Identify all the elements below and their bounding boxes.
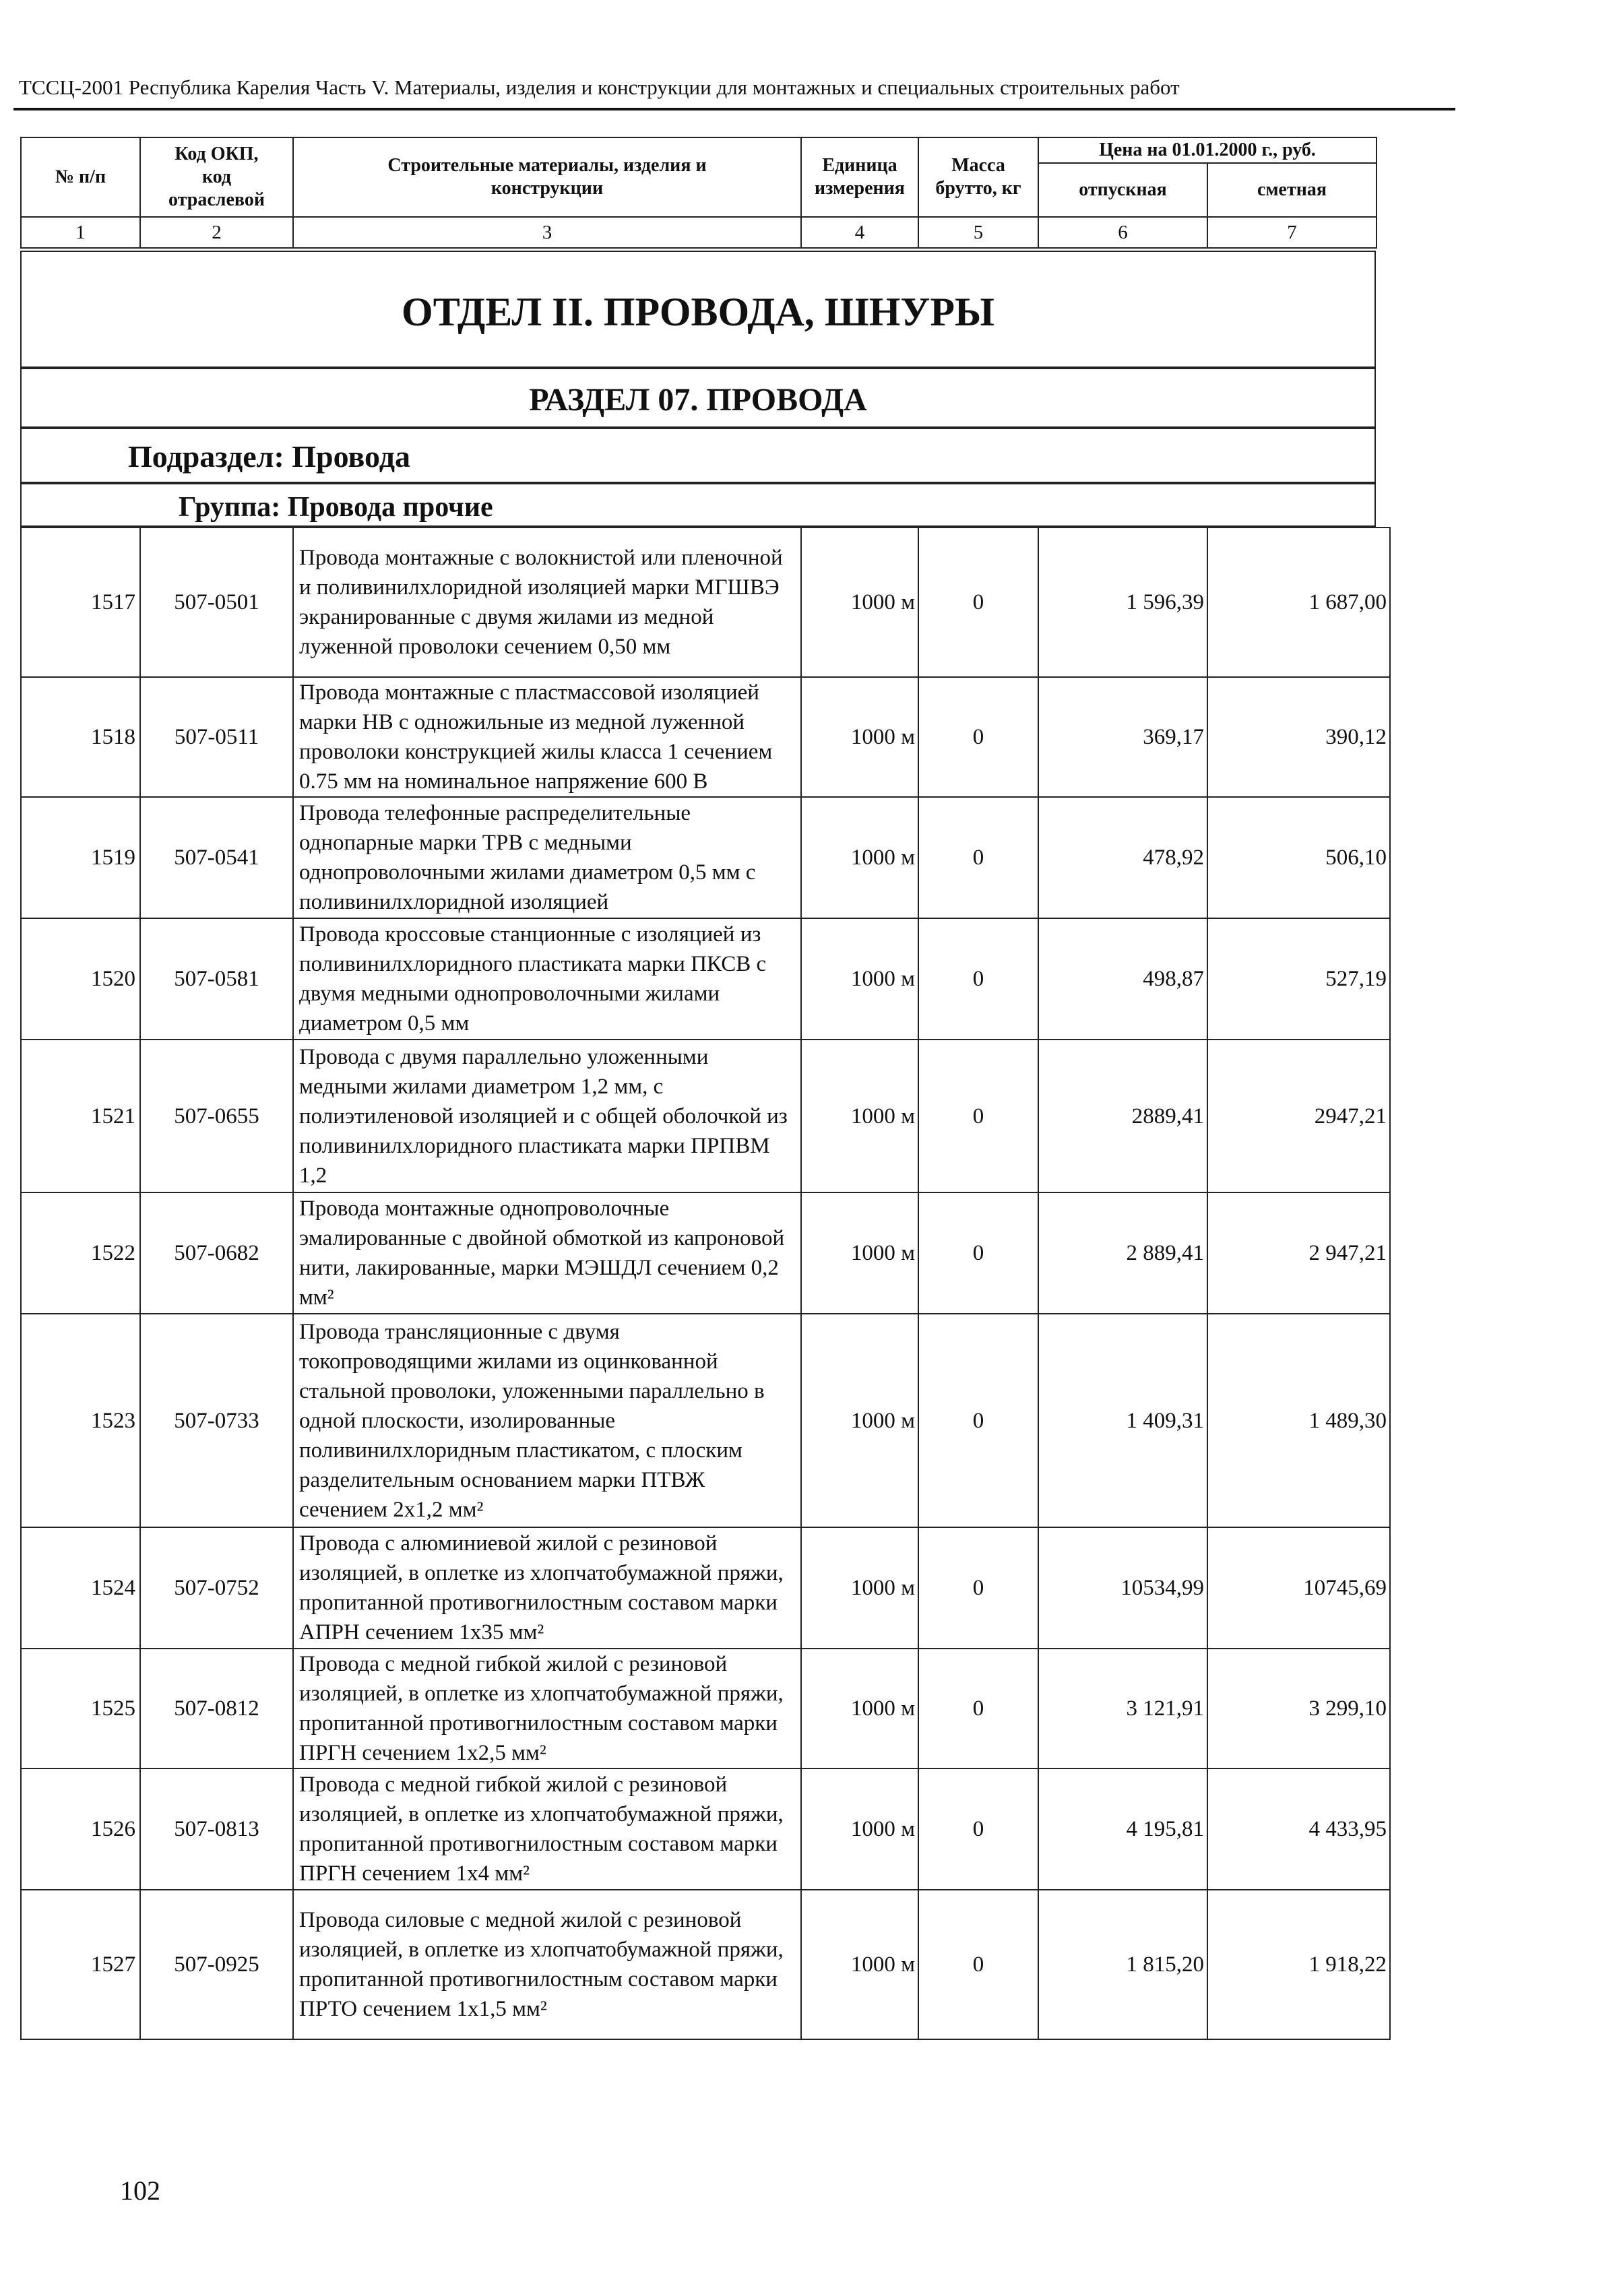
row-unit: 1000 м	[801, 918, 918, 1040]
materials-table	[20, 527, 1391, 2040]
row-number: 1517	[21, 528, 140, 677]
row-description: Провода кроссовые станционные с изоляцией из поливинилхлоридного пластиката марки ПКСВ с двумя медными однопроволочными жилами диаметром 0,5 мм	[293, 918, 801, 1040]
row-number: 1523	[21, 1314, 140, 1527]
row-unit: 1000 м	[801, 797, 918, 918]
col-header-unit-line1: Единица	[822, 155, 897, 176]
col-header-code-line2: код	[201, 166, 232, 187]
row-mass: 0	[918, 797, 1038, 918]
row-description: Провода с медной гибкой жилой с резиновой изоляцией, в оплетке из хлопчатобумажной пряжи, пропитанной противогнилостным составом марки ПРГН сечением 1х2,5 мм²	[293, 1649, 801, 1768]
podrazdel-heading-box	[20, 428, 1376, 483]
col-header-unit-line2: измерения	[815, 178, 905, 199]
table-row	[21, 1527, 1390, 1649]
row-unit: 1000 м	[801, 1768, 918, 1890]
row-code: 507-0812	[140, 1649, 293, 1768]
col-header-mass	[918, 137, 1038, 217]
row-unit: 1000 м	[801, 677, 918, 797]
page-number: 102	[120, 2175, 160, 2206]
row-unit: 1000 м	[801, 528, 918, 677]
col-number: 4	[801, 217, 918, 248]
row-description: Провода монтажные с волокнистой или пленочной и поливинилхлоридной изоляцией марки МГШВЭ экранированные с двумя жилами из медной луженной проволоки сечением 0,50 мм	[293, 528, 801, 677]
row-description: Провода с двумя параллельно уложенными медными жилами диаметром 1,2 мм, с полиэтиленовой изоляцией и с общей оболочкой из поливинилхлоридного пластиката марки ПРПВМ 1,2	[293, 1040, 801, 1192]
row-price-release: 369,17	[1038, 677, 1207, 797]
row-code: 507-0752	[140, 1527, 293, 1649]
gruppa-heading: Группа: Провода прочие	[179, 492, 493, 523]
header-rule	[13, 108, 1455, 110]
otdel-heading-box	[20, 251, 1376, 368]
table-row	[21, 528, 1390, 677]
col-header-unit	[801, 137, 918, 217]
row-description: Провода телефонные распределительные однопарные марки ТРВ с медными однопроволочными жилами диаметром 0,5 мм с поливинилхлоридной изоляцией	[293, 797, 801, 918]
row-code: 507-0501	[140, 528, 293, 677]
row-mass: 0	[918, 1890, 1038, 2039]
row-code: 507-0682	[140, 1192, 293, 1314]
row-number: 1520	[21, 918, 140, 1040]
row-unit: 1000 м	[801, 1314, 918, 1527]
row-number: 1522	[21, 1192, 140, 1314]
row-mass: 0	[918, 1649, 1038, 1768]
col-header-price-release: отпускная	[1038, 163, 1207, 217]
row-mass: 0	[918, 528, 1038, 677]
table-row	[21, 1314, 1390, 1527]
row-description: Провода монтажные однопроволочные эмалированные с двойной обмоткой из капроновой нити, лакированные, марки МЭШДЛ сечением 0,2 мм²	[293, 1192, 801, 1314]
row-number: 1519	[21, 797, 140, 918]
row-code: 507-0925	[140, 1890, 293, 2039]
row-mass: 0	[918, 1527, 1038, 1649]
row-description: Провода силовые с медной жилой с резиновой изоляцией, в оплетке из хлопчатобумажной пряжи, пропитанной противогнилостным составом марки ПРТО сечением 1х1,5 мм²	[293, 1890, 801, 2039]
col-header-code-line3: отраслевой	[168, 189, 265, 210]
row-price-release: 478,92	[1038, 797, 1207, 918]
row-description: Провода монтажные с пластмассовой изоляцией марки НВ с одножильные из медной луженной проволоки конструкцией жилы класса 1 сечением 0.75 мм на номинальное напряжение 600 В	[293, 677, 801, 797]
table-row	[21, 1649, 1390, 1768]
col-number: 3	[293, 217, 801, 248]
row-mass: 0	[918, 1314, 1038, 1527]
row-price-estimate: 390,12	[1207, 677, 1390, 797]
row-description: Провода с медной гибкой жилой с резиновой изоляцией, в оплетке из хлопчатобумажной пряжи, пропитанной противогнилостным составом марки ПРГН сечением 1х4 мм²	[293, 1768, 801, 1890]
row-code: 507-0733	[140, 1314, 293, 1527]
row-unit: 1000 м	[801, 1040, 918, 1192]
razdel-heading: РАЗДЕЛ 07. ПРОВОДА	[529, 382, 867, 418]
row-price-estimate: 2947,21	[1207, 1040, 1390, 1192]
row-number: 1524	[21, 1527, 140, 1649]
row-code: 507-0581	[140, 918, 293, 1040]
table-row	[21, 1890, 1390, 2039]
table-row	[21, 918, 1390, 1040]
row-unit: 1000 м	[801, 1649, 918, 1768]
row-mass: 0	[918, 1040, 1038, 1192]
row-unit: 1000 м	[801, 1527, 918, 1649]
razdel-heading-box	[20, 368, 1376, 428]
row-price-release: 2889,41	[1038, 1040, 1207, 1192]
gruppa-heading-box	[20, 483, 1376, 527]
row-number: 1526	[21, 1768, 140, 1890]
table-row	[21, 677, 1390, 797]
col-header-price-group: Цена на 01.01.2000 г., руб.	[1038, 137, 1377, 163]
col-header-code	[140, 137, 293, 217]
row-code: 507-0655	[140, 1040, 293, 1192]
running-header: ТССЦ-2001 Республика Карелия Часть V. Материалы, изделия и конструкции для монтажных и специальных строительных работ	[19, 75, 1180, 99]
column-header-table	[20, 137, 1377, 249]
row-price-release: 498,87	[1038, 918, 1207, 1040]
row-price-estimate: 3 299,10	[1207, 1649, 1390, 1768]
row-price-estimate: 10745,69	[1207, 1527, 1390, 1649]
row-mass: 0	[918, 1768, 1038, 1890]
table-row	[21, 1192, 1390, 1314]
col-header-name	[293, 137, 801, 217]
row-description: Провода с алюминиевой жилой с резиновой изоляцией, в оплетке из хлопчатобумажной пряжи, пропитанной противогнилостным составом марки АПРН сечением 1х35 мм²	[293, 1527, 801, 1649]
row-price-estimate: 1 687,00	[1207, 528, 1390, 677]
row-number: 1527	[21, 1890, 140, 2039]
col-number: 2	[140, 217, 293, 248]
table-row	[21, 1768, 1390, 1890]
col-header-name-line1: Строительные материалы, изделия и	[387, 155, 707, 176]
col-header-mass-line2: брутто, кг	[935, 178, 1021, 199]
podrazdel-heading: Подраздел: Провода	[128, 439, 410, 474]
row-price-estimate: 4 433,95	[1207, 1768, 1390, 1890]
col-number: 1	[21, 217, 140, 248]
col-header-price-estimate: сметная	[1207, 163, 1377, 217]
row-code: 507-0813	[140, 1768, 293, 1890]
row-price-release: 2 889,41	[1038, 1192, 1207, 1314]
row-price-estimate: 1 918,22	[1207, 1890, 1390, 2039]
row-price-estimate: 506,10	[1207, 797, 1390, 918]
table-row	[21, 797, 1390, 918]
col-header-name-line2: конструкции	[491, 178, 604, 199]
row-price-estimate: 1 489,30	[1207, 1314, 1390, 1527]
row-price-release: 1 596,39	[1038, 528, 1207, 677]
row-price-estimate: 527,19	[1207, 918, 1390, 1040]
col-number: 5	[918, 217, 1038, 248]
row-description: Провода трансляционные с двумя токопроводящими жилами из оцинкованной стальной проволоки, уложенными параллельно в одной плоскости, изолированные поливинилхлоридным пластикатом, с плоским разделительным основанием марки ПТВЖ сечением 2х1,2 мм²	[293, 1314, 801, 1527]
row-price-release: 10534,99	[1038, 1527, 1207, 1649]
row-mass: 0	[918, 1192, 1038, 1314]
col-number: 7	[1207, 217, 1377, 248]
row-number: 1521	[21, 1040, 140, 1192]
col-header-code-line1: Код ОКП,	[175, 144, 259, 164]
row-price-release: 1 815,20	[1038, 1890, 1207, 2039]
row-price-release: 1 409,31	[1038, 1314, 1207, 1527]
row-unit: 1000 м	[801, 1890, 918, 2039]
row-price-release: 3 121,91	[1038, 1649, 1207, 1768]
table-row	[21, 1040, 1390, 1192]
row-number: 1518	[21, 677, 140, 797]
row-mass: 0	[918, 918, 1038, 1040]
row-code: 507-0511	[140, 677, 293, 797]
otdel-heading: ОТДЕЛ II. ПРОВОДА, ШНУРЫ	[402, 290, 994, 334]
row-price-estimate: 2 947,21	[1207, 1192, 1390, 1314]
row-code: 507-0541	[140, 797, 293, 918]
col-header-num: № п/п	[21, 137, 140, 217]
col-number: 6	[1038, 217, 1207, 248]
row-unit: 1000 м	[801, 1192, 918, 1314]
row-mass: 0	[918, 677, 1038, 797]
row-number: 1525	[21, 1649, 140, 1768]
row-price-release: 4 195,81	[1038, 1768, 1207, 1890]
col-header-mass-line1: Масса	[951, 155, 1005, 176]
